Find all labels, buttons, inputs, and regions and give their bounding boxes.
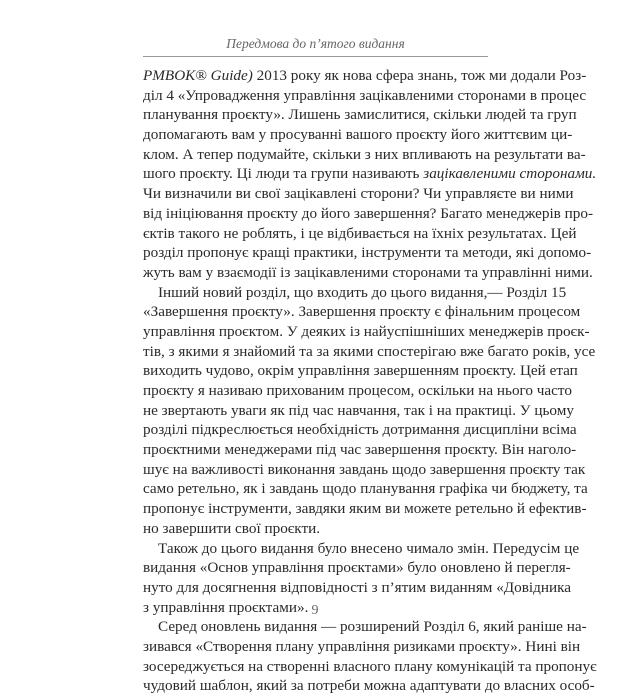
text-line [143, 479, 588, 499]
text-line [143, 499, 587, 519]
text-line [143, 558, 571, 578]
text-line [143, 224, 577, 244]
text-segment: планування проєкту». Лишень замислитися, скільки людей та груп [143, 106, 577, 124]
text-segment: Чи визначили ви свої зацікавлені сторони? Чи управляєте ви ними [143, 185, 574, 203]
text-segment: нуто для досягнення відповідності з п’ятим виданням «Довідника [143, 578, 572, 596]
text-line [143, 401, 574, 421]
page-body-text [143, 66, 597, 696]
text-line [143, 519, 488, 539]
text-segment: з управління проєктами». [143, 598, 309, 616]
text-segment: діл 4 «Упровадження управління зацікавленими сторонами в процес [143, 86, 587, 104]
text-segment: клом. А тепер подумайте, скільки з них впливають на результати ва- [143, 145, 586, 163]
header-rule [143, 56, 488, 57]
italic-text: зацікавленими сторонами. [423, 165, 597, 183]
text-line [143, 184, 574, 204]
text-line [143, 361, 578, 381]
text-segment: виходить чудово, окрім управління завершенням проєкту. Цей етап [143, 362, 578, 380]
text-line [143, 381, 572, 401]
text-segment: проєкту я називаю прихованим процесом, оскільки на нього часто [143, 382, 572, 399]
text-line [143, 420, 577, 440]
text-line [143, 105, 577, 125]
text-segment: не звертають уваги як під час навчання, так і на практиці. У цьому [143, 401, 574, 419]
text-line [143, 263, 593, 283]
paragraph [143, 617, 597, 696]
text-segment: Також до цього видання було внесено чимало змін. Передусім це [158, 539, 580, 557]
text-line [143, 637, 581, 657]
text-segment: від ініціювання проєкту до його завершення? Багато менеджерів про- [143, 204, 594, 222]
text-segment: Інший новий розділ, що входить до цього видання,— Розділ 15 [158, 283, 567, 301]
text-segment: зивався «Створення плану управління ризиками проєкту». Нині він [143, 637, 581, 655]
text-line [143, 125, 573, 145]
text-segment: «Завершення проєкту». Завершення проєкту є фінальним процесом [143, 303, 581, 321]
text-line [143, 657, 597, 677]
text-segment: допомагають вам у просуванні вашого проєкту його життєвим ци- [143, 126, 573, 144]
text-segment: розділі підкреслюється необхідність дотримання дисципліни всіма [143, 421, 577, 439]
text-segment: шує на важливості виконання завдань щодо завершення проєкту так [143, 460, 586, 478]
text-segment: тів, з якими я знайомий та за якими спостерігаю вже багато років, усе [143, 342, 596, 360]
italic-text: PMBOK® Guide) [143, 67, 253, 84]
text-segment: 2013 року як нова сфера знань, тож ми додали Роз- [252, 67, 587, 84]
text-line [143, 145, 586, 165]
text-line [143, 204, 594, 224]
running-header: Передмова до п’ятого видання [226, 36, 405, 51]
text-segment: зосереджується на створенні власного плану комунікацій та пропонує [143, 657, 597, 675]
text-segment: чудовий шаблон, який за потреби можна адаптувати до власних особ- [143, 677, 595, 695]
text-line [143, 86, 587, 106]
text-line [143, 302, 581, 322]
text-line [143, 460, 586, 480]
text-segment: проєктними менеджерами під час завершення проєкту. Він наголо- [143, 441, 577, 459]
text-line [143, 283, 567, 303]
text-line [143, 243, 592, 263]
text-line [143, 322, 590, 342]
text-segment: єктів такого не роблять, і це відбивається на їхніх результатах. Цей [143, 224, 577, 242]
text-segment: видання «Основ управління проєктами» було оновлено й перегля- [143, 559, 571, 577]
text-line [143, 342, 596, 362]
text-segment: пропонує інструменти, завдяки яким ви можете ретельно й ефектив- [143, 500, 587, 518]
paragraph [143, 283, 596, 539]
text-segment: Серед оновлень видання — розширений Розділ 6, який раніше на- [158, 618, 587, 636]
text-segment: само ретельно, як і завдань щодо планування графіка чи бюджету, та [143, 480, 588, 498]
paragraph [143, 66, 597, 283]
text-segment: шого проєкту. Ці люди та групи називають [143, 165, 424, 183]
text-line [143, 539, 580, 559]
text-segment: розділ пропонує кращі практики, інструменти та методи, які допомо- [143, 244, 592, 262]
page-number: 9 [311, 603, 319, 618]
text-line [143, 617, 587, 637]
text-segment: жуть вам у взаємодії із зацікавленими сторонами та управлінні ними. [143, 263, 593, 281]
text-line [143, 676, 595, 696]
text-segment: но завершити свої проєкти. [143, 519, 321, 537]
text-line [143, 440, 577, 460]
text-segment: управління проєктом. У деяких із найуспішніших менеджерів проєк- [143, 322, 590, 340]
text-line [143, 164, 597, 184]
text-line [143, 578, 572, 598]
text-line [143, 66, 587, 86]
